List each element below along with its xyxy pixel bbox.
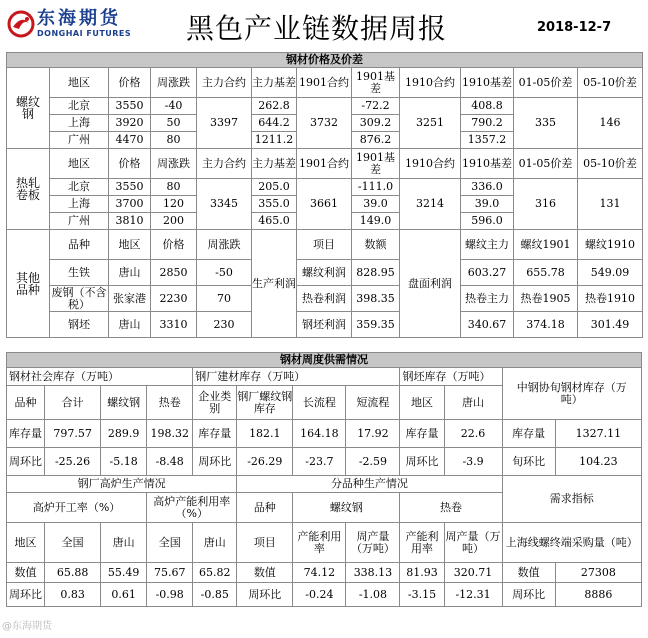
col-header: 05-10价差 — [578, 68, 643, 98]
basis-cell: 39.0 — [461, 196, 514, 213]
value-cell: 65.82 — [193, 563, 237, 583]
basis-cell: 39.0 — [352, 196, 400, 213]
disk-value-cell: 374.18 — [514, 312, 578, 338]
basis-cell: -72.2 — [352, 98, 400, 115]
section-title-prices: 钢材价格及价差 — [7, 53, 643, 68]
col-header: 全国 — [147, 523, 193, 563]
furnace-title: 钢厂高炉生产情况 — [7, 476, 237, 493]
spread-0510-cell: 146 — [578, 98, 643, 149]
col-header: 数额 — [352, 230, 400, 260]
change-cell: 230 — [197, 312, 252, 338]
social-inventory-title: 钢材社会库存（万吨） — [7, 368, 193, 386]
report-title: 黑色产业链数据周报 — [186, 12, 448, 45]
production-title: 分品种生产情况 — [237, 476, 502, 493]
col-header: 企业类别 — [193, 386, 237, 420]
change-cell: 80 — [151, 132, 197, 149]
value-cell: 17.92 — [346, 420, 400, 448]
item-cell: 螺纹利润 — [297, 260, 352, 286]
change-cell: -40 — [151, 98, 197, 115]
price-cell: 3550 — [109, 179, 151, 196]
row-label: 库存量 — [193, 420, 237, 448]
region-cell: 北京 — [50, 98, 109, 115]
col-header: 项目 — [237, 523, 293, 563]
col-header: 价格 — [109, 68, 151, 98]
region-cell: 唐山 — [109, 260, 151, 286]
value-cell: 797.57 — [45, 420, 101, 448]
basis-cell: 408.8 — [461, 98, 514, 115]
section-title-supply: 钢材周度供需情况 — [7, 353, 642, 368]
csia-inventory-title: 中钢协旬钢材库存（万吨） — [502, 368, 641, 420]
basis-cell: 149.0 — [352, 213, 400, 230]
col-header: 唐山 — [193, 523, 237, 563]
col-header: 周产量（万吨） — [444, 523, 502, 563]
col-header: 热卷 — [147, 386, 193, 420]
basis-cell: 1357.2 — [461, 132, 514, 149]
price-cell: 2850 — [151, 260, 197, 286]
logo-chinese-name: 东海期货 — [37, 8, 121, 29]
value-cell: -3.9 — [444, 448, 502, 476]
col-header: 周涨跌 — [197, 230, 252, 260]
disk-value-cell: 655.78 — [514, 260, 578, 286]
other-label: 其他品种 — [7, 230, 50, 338]
watermark: @东海期货 — [2, 621, 52, 632]
report-header — [3, 3, 645, 47]
row-label: 旬环比 — [502, 448, 555, 476]
row-label: 周环比 — [193, 448, 237, 476]
value-cell: 74.12 — [293, 563, 346, 583]
variety-cell: 钢坯 — [50, 312, 109, 338]
col-header: 螺纹钢 — [101, 386, 147, 420]
col-header: 钢厂螺纹钢库存 — [237, 386, 293, 420]
price-cell: 3310 — [151, 312, 197, 338]
basis-cell: 262.8 — [252, 98, 297, 115]
col-header: 地区 — [7, 523, 45, 563]
region-cell: 唐山 — [109, 312, 151, 338]
main-contract-cell: 3345 — [197, 179, 252, 230]
value-cell: 27308 — [555, 563, 641, 583]
col-header: 短流程 — [346, 386, 400, 420]
value-cell: 8886 — [555, 583, 641, 607]
hrc-label: 热轧卷板 — [7, 149, 50, 230]
variety-header: 品种 — [237, 493, 293, 523]
col-header: 主力合约 — [197, 149, 252, 179]
row-label: 数值 — [7, 563, 45, 583]
col-header: 1910基差 — [461, 68, 514, 98]
value-cell: 75.67 — [147, 563, 193, 583]
col-header: 周涨跌 — [151, 149, 197, 179]
value-cell: -1.08 — [346, 583, 400, 607]
value-cell: -3.15 — [400, 583, 444, 607]
contract-1910-cell: 3214 — [400, 179, 461, 230]
value-cell: -23.7 — [293, 448, 346, 476]
value-cell: -0.24 — [293, 583, 346, 607]
value-cell: 289.9 — [101, 420, 147, 448]
basis-cell: 1211.2 — [252, 132, 297, 149]
row-label: 库存量 — [400, 420, 444, 448]
col-header: 价格 — [151, 230, 197, 260]
col-header: 01-05价差 — [514, 68, 578, 98]
change-cell: 80 — [151, 179, 197, 196]
col-header: 价格 — [109, 149, 151, 179]
value-cell: -5.18 — [101, 448, 147, 476]
value-cell: 0.83 — [45, 583, 101, 607]
col-header: 热卷1905 — [514, 286, 578, 312]
basis-cell: 336.0 — [461, 179, 514, 196]
value-cell: -8.48 — [147, 448, 193, 476]
mill-inventory-title: 钢厂建材库存（万吨） — [193, 368, 400, 386]
col-header: 1901基差 — [352, 68, 400, 98]
company-logo — [7, 9, 147, 43]
contract-1901-cell: 3661 — [297, 179, 352, 230]
value-cell: 0.61 — [101, 583, 147, 607]
value-cell: -26.29 — [237, 448, 293, 476]
col-header: 上海线螺终端采购量（吨） — [502, 523, 641, 563]
billet-inventory-title: 钢坯库存（万吨） — [400, 368, 502, 386]
rebar-production-header: 螺纹钢 — [293, 493, 400, 523]
col-header: 地区 — [50, 149, 109, 179]
col-header: 1910合约 — [400, 68, 461, 98]
basis-cell: 205.0 — [252, 179, 297, 196]
col-header: 品种 — [7, 386, 45, 420]
row-label: 周环比 — [7, 448, 45, 476]
value-cell: 338.13 — [346, 563, 400, 583]
basis-cell: 790.2 — [461, 115, 514, 132]
change-cell: -50 — [197, 260, 252, 286]
row-label: 库存量 — [502, 420, 555, 448]
value-cell: -2.59 — [346, 448, 400, 476]
amount-cell: 828.95 — [352, 260, 400, 286]
row-label: 库存量 — [7, 420, 45, 448]
row-label: 数值 — [502, 563, 555, 583]
col-header: 主力基差 — [252, 149, 297, 179]
disk-value-cell: 301.49 — [578, 312, 643, 338]
basis-cell: -111.0 — [352, 179, 400, 196]
col-header: 产能利用率 — [400, 523, 444, 563]
row-label: 周环比 — [502, 583, 555, 607]
value-cell: 104.23 — [555, 448, 641, 476]
basis-cell: 596.0 — [461, 213, 514, 230]
variety-cell: 生铁 — [50, 260, 109, 286]
col-header: 01-05价差 — [514, 149, 578, 179]
value-cell: 320.71 — [444, 563, 502, 583]
contract-1901-cell: 3732 — [297, 98, 352, 149]
col-header: 热卷1910 — [578, 286, 643, 312]
basis-cell: 644.2 — [252, 115, 297, 132]
region-cell: 北京 — [50, 179, 109, 196]
price-cell: 3550 — [109, 98, 151, 115]
region-cell: 广州 — [50, 132, 109, 149]
col-header: 唐山 — [444, 386, 502, 420]
value-cell: -0.85 — [193, 583, 237, 607]
furnace-operating-rate: 高炉开工率（%） — [7, 493, 147, 523]
col-header: 螺纹主力 — [461, 230, 514, 260]
col-header: 周产量（万吨） — [346, 523, 400, 563]
col-header: 1901合约 — [297, 149, 352, 179]
price-cell: 3810 — [109, 213, 151, 230]
col-header: 主力基差 — [252, 68, 297, 98]
price-cell: 3920 — [109, 115, 151, 132]
spread-0510-cell: 131 — [578, 179, 643, 230]
disk-value-cell: 340.67 — [461, 312, 514, 338]
spread-0105-cell: 316 — [514, 179, 578, 230]
value-cell: 1327.11 — [555, 420, 641, 448]
steel-price-table — [6, 52, 643, 338]
price-cell: 3700 — [109, 196, 151, 213]
col-header: 项目 — [297, 230, 352, 260]
price-cell: 2230 — [151, 286, 197, 312]
row-label: 周环比 — [7, 583, 45, 607]
amount-cell: 398.35 — [352, 286, 400, 312]
region-cell: 广州 — [50, 213, 109, 230]
logo-english-name: DONGHAI FUTURES — [37, 29, 132, 38]
change-cell: 120 — [151, 196, 197, 213]
main-contract-cell: 3397 — [197, 98, 252, 149]
contract-1910-cell: 3251 — [400, 98, 461, 149]
col-header: 热卷主力 — [461, 286, 514, 312]
row-label: 周环比 — [400, 448, 444, 476]
col-header: 1910合约 — [400, 149, 461, 179]
value-cell: 81.93 — [400, 563, 444, 583]
col-header: 螺纹1901 — [514, 230, 578, 260]
region-cell: 上海 — [50, 115, 109, 132]
col-header: 地区 — [50, 68, 109, 98]
value-cell: 55.49 — [101, 563, 147, 583]
col-header: 地区 — [109, 230, 151, 260]
disk-value-cell: 603.27 — [461, 260, 514, 286]
region-cell: 张家港 — [109, 286, 151, 312]
furnace-capacity-utilization: 高炉产能利用率（%） — [147, 493, 237, 523]
col-header: 1901合约 — [297, 68, 352, 98]
col-header: 主力合约 — [197, 68, 252, 98]
value-cell: 198.32 — [147, 420, 193, 448]
change-cell: 50 — [151, 115, 197, 132]
change-cell: 200 — [151, 213, 197, 230]
hrc-production-header: 热卷 — [400, 493, 502, 523]
col-header: 全国 — [45, 523, 101, 563]
value-cell: -12.31 — [444, 583, 502, 607]
supply-demand-table — [6, 352, 642, 607]
col-header: 地区 — [400, 386, 444, 420]
basis-cell: 309.2 — [352, 115, 400, 132]
profit-label: 生产利润 — [252, 230, 297, 338]
col-header: 长流程 — [293, 386, 346, 420]
col-header: 产能利用率 — [293, 523, 346, 563]
row-label: 周环比 — [237, 583, 293, 607]
value-cell: 65.88 — [45, 563, 101, 583]
value-cell: 182.1 — [237, 420, 293, 448]
value-cell: -25.26 — [45, 448, 101, 476]
col-header: 唐山 — [101, 523, 147, 563]
basis-cell: 465.0 — [252, 213, 297, 230]
col-header: 1901基差 — [352, 149, 400, 179]
rebar-label: 螺纹钢 — [7, 68, 50, 149]
disk-profit-label: 盘面利润 — [400, 230, 461, 338]
price-cell: 4470 — [109, 132, 151, 149]
item-cell: 钢坯利润 — [297, 312, 352, 338]
row-label: 数值 — [237, 563, 293, 583]
spread-0105-cell: 335 — [514, 98, 578, 149]
disk-value-cell: 549.09 — [578, 260, 643, 286]
amount-cell: 359.35 — [352, 312, 400, 338]
region-cell: 上海 — [50, 196, 109, 213]
value-cell: 164.18 — [293, 420, 346, 448]
col-header: 1910基差 — [461, 149, 514, 179]
change-cell: 70 — [197, 286, 252, 312]
value-cell: -0.98 — [147, 583, 193, 607]
col-header: 05-10价差 — [578, 149, 643, 179]
dragon-logo-icon — [7, 9, 35, 39]
col-header: 螺纹1910 — [578, 230, 643, 260]
variety-cell: 废钢（不含税） — [51, 285, 107, 311]
value-cell: 22.6 — [444, 420, 502, 448]
basis-cell: 876.2 — [352, 132, 400, 149]
item-cell: 热卷利润 — [297, 286, 352, 312]
report-date: 2018-12-7 — [537, 20, 612, 35]
demand-title: 需求指标 — [502, 476, 641, 523]
col-header: 周涨跌 — [151, 68, 197, 98]
col-header: 合计 — [45, 386, 101, 420]
col-header: 品种 — [50, 230, 109, 260]
basis-cell: 355.0 — [252, 196, 297, 213]
